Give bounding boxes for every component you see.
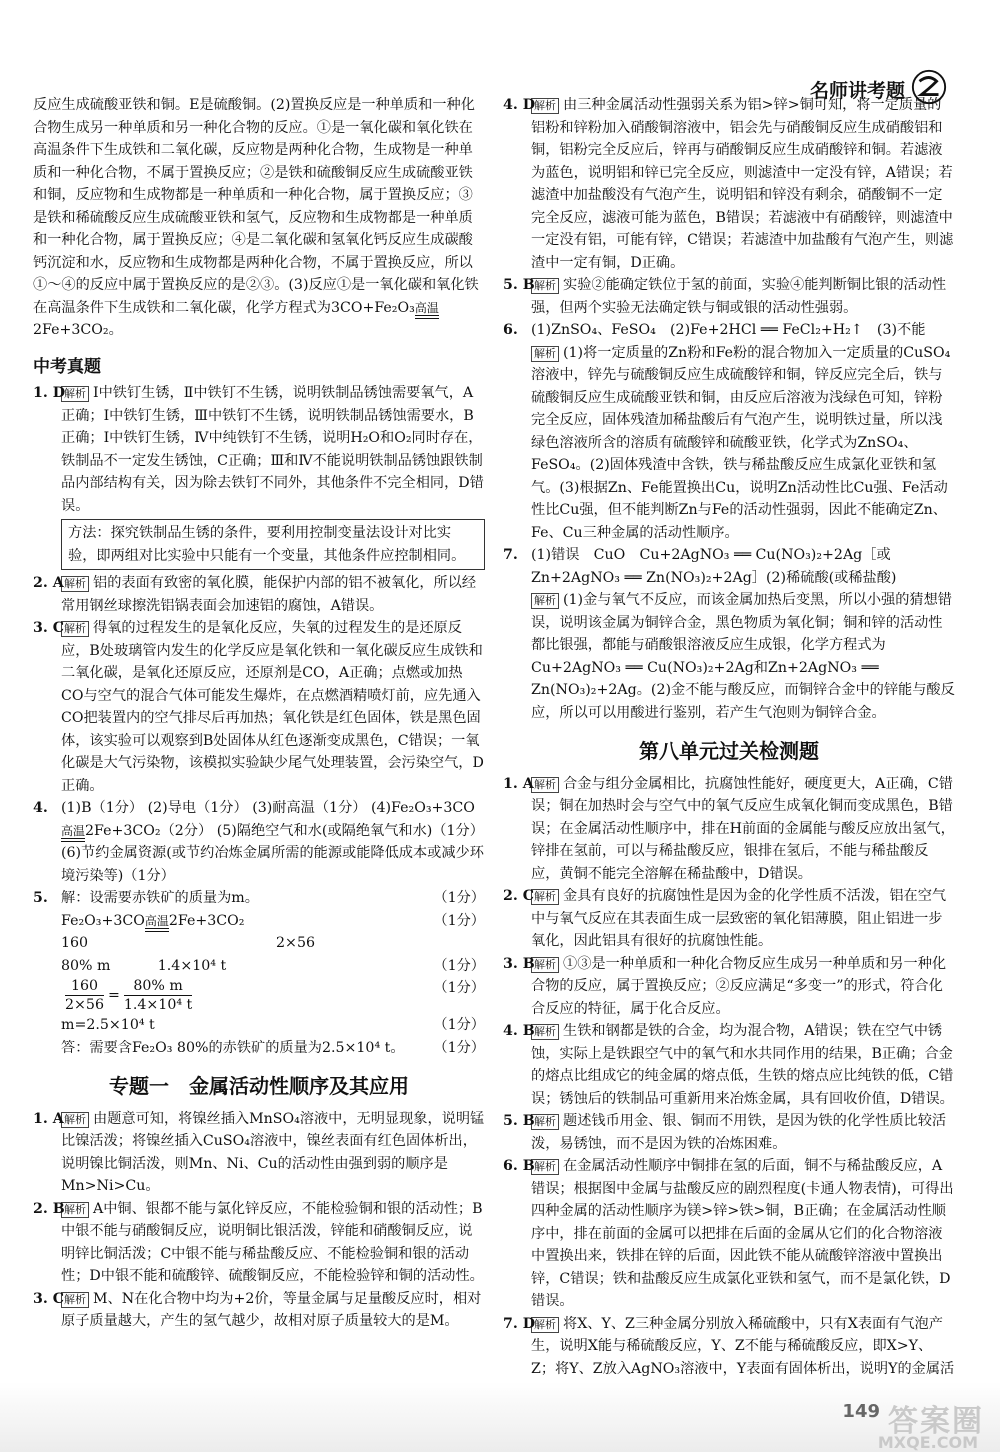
answer-item: 1. D 解析 Ⅰ中铁钉生锈，Ⅱ中铁钉不生锈，说明铁制品锈蚀需要氧气，A正确；Ⅰ中铁钉生锈，Ⅲ中铁钉不生锈，说明铁制品锈蚀需要水，B正确；Ⅰ中铁钉生锈，Ⅳ中纯铁钉不生锈，说明H₂O和O₂同时存在，铁制品不一定发生锈蚀，C正确；Ⅲ和Ⅳ不能说明铁制品锈蚀跟铁制品内部结构有关，因为除去铁钉不同外，其他条件不完全相同，D错误。 bbox=[33, 385, 484, 514]
analysis-tag: 解析 bbox=[531, 1317, 559, 1333]
answer-item: 7. D 解析 将X、Y、Z三种金属分别放入稀硫酸中，只有X表面有气泡产生，说明X能与稀硫酸反应，Y、Z不能与稀硫酸反应，即X>Y、Z；将Y、Z放入AgNO₃溶液中，Y表面有固体析出，说明Y的金属活 bbox=[503, 1315, 955, 1377]
answer-item: 5. 解：设需要赤铁矿的质量为m。 （1分） Fe₂O₃+3CO 高温 2Fe+3CO₂ （1分） 160 2×56 80% m 1.4×10⁴ t （1分） $\frac{160}{2\times 56}$ = $\frac{80\% m}{\text{1.4×10⁴ t}}$ （1分） m=2.5×10⁴ t （1分） 答：需要含Fe₂O₃ 80%的赤铁矿的质量为2.5×10⁴ t。 （1分） bbox=[33, 890, 485, 1056]
right-column bbox=[503, 94, 955, 1403]
answer-item: 1. A 解析 由题意可知，将镍丝插入MnSO₄溶液中，无明显现象，说明锰比镍活泼；将镍丝插入CuSO₄溶液中，镍丝表面有红色固体析出，说明镍比铜活泼，则Mn、Ni、Cu的活动性由强到弱的顺序是Mn>Ni>Cu。 bbox=[33, 1110, 485, 1194]
analysis-tag: 解析 bbox=[531, 346, 559, 362]
analysis-tag: 解析 bbox=[61, 1202, 89, 1218]
answer-item: 6. B 解析 在金属活动性顺序中铜排在氢的后面，铜不与稀盐酸反应，A错误；根据图中金属与盐酸反应的剧烈程度(卡通人物表情)，可得出四种金属的活动性顺序为镁>锌>铁>铜，B正确；在金属活动性顺序中，排在前面的金属可以把排在后面的金属从它们的化合物溶液中置换出来，铁排在锌的后面，因此铁不能从硫酸锌溶液中置换出锌，C错误；铁和盐酸反应生成氯化亚铁和氢气，而不是氯化铁，D错误。 bbox=[503, 1158, 954, 1309]
brand-title: 名师讲考题 bbox=[809, 80, 905, 102]
watermark-logo: 答案圈 bbox=[888, 1404, 984, 1439]
answer-item: 2. B 解析 A中铜、银都不能与氯化锌反应，不能检验铜和银的活动性；B中银不能与硝酸铜反应，说明铜比银活泼，锌能和硝酸铜反应，说明锌比铜活泼；C中银不能与稀盐酸反应、不能检验铜和银的活动性；D中银不能和硫酸锌、硫酸铜反应，不能检验锌和铜的活动性。 bbox=[33, 1200, 484, 1284]
analysis-tag: 解析 bbox=[531, 278, 559, 294]
analysis-tag: 解析 bbox=[61, 576, 89, 592]
fraction: $\frac{80\% m}{\text{1.4×10⁴ t}}$ bbox=[123, 978, 193, 1013]
analysis-tag: 解析 bbox=[531, 777, 559, 793]
section-title-unit-test: 第八单元过关检测题 bbox=[639, 739, 819, 763]
analysis-tag: 解析 bbox=[61, 1112, 89, 1128]
analysis-tag: 解析 bbox=[531, 1159, 559, 1175]
analysis-tag: 解析 bbox=[531, 957, 559, 973]
analysis-tag: 解析 bbox=[61, 1292, 89, 1308]
answer-item: 2. A 解析 铝的表面有致密的氧化膜，能保护内部的铝不被氧化，所以经常用钢丝球擦洗铝锅表面会加速铝的腐蚀，A错误。 bbox=[33, 575, 477, 614]
section-title-exam: 中考真题 bbox=[33, 356, 101, 377]
condition-mark: 高温 bbox=[61, 825, 85, 842]
fraction: $\frac{160}{2\times 56}$ bbox=[65, 978, 104, 1013]
answer-item: 1. A 解析 合金与组分金属相比，抗腐蚀性能好，硬度更大，A正确，C错误；铜在加热时会与空气中的氧气反应生成氧化铜而变成黑色，B错误；在金属活动性顺序中，排在H前面的金属能与酸反应放出氢气，锌排在氢前，可以与稀盐酸反应，银排在氢后，不能与稀盐酸反应，黄铜不能完全溶解在稀盐酸中，D错误。 bbox=[503, 775, 955, 882]
analysis-tag: 解析 bbox=[531, 1024, 559, 1040]
answer-item: 3. C 解析 得氧的过程发生的是氧化反应，失氧的过程发生的是还原反应，B处玻璃管内发生的化学反应是氧化铁和一氧化碳反应生成铁和二氧化碳，是氧化还原反应，还原剂是CO，A正确；点燃或加热CO与空气的混合气体可能发生爆炸，在点燃酒精喷灯前，应先通入CO把装置内的空气排尽后再加热；氧化铁是红色固体，铁是黑色固体，该实验可以观察到B处固体从红色逐渐变成黑色，C错误；一氧化碳是大气污染物，该模拟实验缺少尾气处理装置，会污染空气，D正确。 bbox=[33, 620, 484, 794]
analysis-tag: 解析 bbox=[531, 98, 559, 114]
left-column bbox=[33, 94, 485, 1333]
answer-item: 5. B 解析 题述钱币用金、银、铜而不用铁，是因为铁的化学性质比较活泼，易锈蚀，而不是因为铁的冶炼困难。 bbox=[503, 1113, 947, 1152]
watermark-url: MXQE.COM bbox=[877, 1433, 978, 1452]
answer-item: 2. C 解析 金具有良好的抗腐蚀性是因为金的化学性质不活泼，铝在空气中与氧气反应在其表面生成一层致密的氧化铝薄膜，阻止铝进一步氧化，因此铝具有很好的抗腐蚀性能。 bbox=[503, 888, 947, 949]
answer-item: 5. B 解析 实验②能确定铁位于氢的前面，实验④能判断铜比银的活动性强，但两个实验无法确定铁与铜或银的活动性强弱。 bbox=[503, 277, 947, 316]
answer-item: 6. (1)ZnSO₄、FeSO₄ (2)Fe+2HCl ══ FeCl₂+H₂↑ (3)不能 解析 (1)将一定质量的Zn粉和Fe粉的混合物加入一定质量的CuSO₄溶液中，锌先与硫酸铜反应生成硫酸锌和铜，锌反应完全后，铁与硫酸铜反应生成硫酸亚铁和铜，由反应后溶液为浅绿色可知，锌粉完全反应，固体残渣加稀盐酸后有气泡产生，说明铁过量，所以浅绿色溶液所含的溶质有硫酸锌和硫酸亚铁，化学式为ZnSO₄、FeSO₄。(2)固体残渣中含铁，铁与稀盐酸反应生成氯化亚铁和氢气。(3)根据Zn、Fe能置换出Cu，说明Zn活动性比Cu强、Fe活动性比Cu强，但不能判断Zn与Fe的活动性强弱，因此不能确定Zn、Fe、Cu三种金属的活动性顺序。 bbox=[503, 322, 951, 541]
analysis-tag: 解析 bbox=[61, 621, 89, 637]
section-title-topic: 专题一 金属活动性顺序及其应用 bbox=[109, 1074, 409, 1098]
page-number: 149 bbox=[842, 1401, 880, 1422]
analysis-tag: 解析 bbox=[61, 386, 89, 402]
answer-item: 4. (1)B（1分） (2)导电（1分） (3)耐高温（1分） (4)Fe₂O₃+3CO 高温 2Fe+3CO₂（2分） (5)隔绝空气和水(或隔绝氧气和水)（1分） (6)节约金属资源(或节约冶炼金属所需的能源或能降低成本或减少环境污染等)（1分） bbox=[33, 800, 484, 884]
answer-item: 7. (1)错误 CuO Cu+2AgNO₃ ══ Cu(NO₃)₂+2Ag［或Zn+2AgNO₃ ══ Zn(NO₃)₂+2Ag］(2)稀硫酸(或稀盐酸) 解析 (1)金与氧气不反应，而该金属加热后变黑，所以小强的猜想错误，说明该金属为铜锌合金，黑色物质为氧化铜；铜和锌的活动性都比银强，都能与硝酸银溶液反应生成银，化学方程式为Cu+2AgNO₃ ══ Cu(NO₃)₂+2Ag和Zn+2AgNO₃ ══ Zn(NO₃)₂+2Ag。(2)金不能与酸反应，而铜锌合金中的锌能与酸反应，所以可以用酸进行鉴别，若产生气泡则为铜锌合金。 bbox=[503, 547, 955, 721]
answer-item: 3. C 解析 M、N在化合物中均为+2价，等量金属与足量酸反应时，相对原子质量越大，产生的氢气越少，故相对原子质量较大的是M。 bbox=[33, 1290, 482, 1329]
condition-mark: 高温 bbox=[145, 915, 169, 932]
analysis-tag: 解析 bbox=[531, 889, 559, 905]
analysis-tag: 解析 bbox=[531, 593, 559, 609]
answer-item: 4. D 解析 由三种金属活动性强弱关系为铝>锌>铜可知，将一定质量的铝粉和锌粉加入硝酸铜溶液中，铝会先与硝酸铜反应生成硝酸铝和铜，铝粉完全反应后，锌再与硝酸铜反应生成硝酸锌和铜。若滤液为蓝色，说明铝和锌已完全反应，则滤渣中一定没有锌，A错误；若滤渣中加盐酸没有气泡产生，说明铝和锌没有剩余，硝酸铜不一定完全反应，滤液可能为蓝色，B错误；若滤液中有硝酸锌，则滤渣中一定没有铝，可能有锌，C错误；若滤渣中加盐酸有气泡产生，则滤渣中一定有铜，D正确。 bbox=[503, 97, 954, 271]
answer-item: 3. B 解析 ①③是一种单质和一种化合物反应生成另一种单质和另一种化合物的反应，属于置换反应；②反应满足“多变一”的形式，符合化合反应的特征，属于化合反应。 bbox=[503, 955, 947, 1017]
method-box: 方法：探究铁制品生锈的条件，要利用控制变量法设计对比实验，即两组对比实验中只能有一个变量，其他条件应控制相同。 bbox=[61, 519, 485, 570]
analysis-tag: 解析 bbox=[531, 1114, 559, 1130]
intro-paragraph: 反应生成硫酸亚铁和铜。E是硫酸铜。(2)置换反应是一种单质和一种化合物生成另一种单质和另一种化合物的反应。①是一氧化碳和氧化铁在高温条件下生成铁和二氧化碳，反应物是两种化合物，生成物是一种单质和一种化合物，不属于置换反应；②是铁和硫酸铜反应生成硫酸亚铁和铜，反应物和生成物都是一种单质和一种化合物，属于置换反应；③是铁和稀硫酸反应生成硫酸亚铁和氢气，反应物和生成物都是一种单质和一种化合物，属于置换反应；④是二氧化碳和氢氧化钙反应生成碳酸钙沉淀和水，反应物和生成物都是两种化合物，不属于置换反应，所以①～④的反应中属于置换反应的是②③。(3)反应①是一氧化碳和氧化铁在高温条件下生成铁和二氧化碳，化学方程式为3CO+Fe₂O₃ 高温 2Fe+3CO₂。 bbox=[33, 97, 479, 338]
condition-mark: 高温 bbox=[415, 302, 439, 319]
answer-item: 4. B 解析 生铁和钢都是铁的合金，均为混合物，A错误；铁在空气中锈蚀，实际上是铁跟空气中的氧气和水共同作用的结果，B正确；合金的熔点比组成它的纯金属的熔点低，生铁的熔点应比纯铁的低，C错误；锈蚀后的铁制品可重新用来冶炼金属，具有回收价值，D错误。 bbox=[503, 1023, 954, 1107]
